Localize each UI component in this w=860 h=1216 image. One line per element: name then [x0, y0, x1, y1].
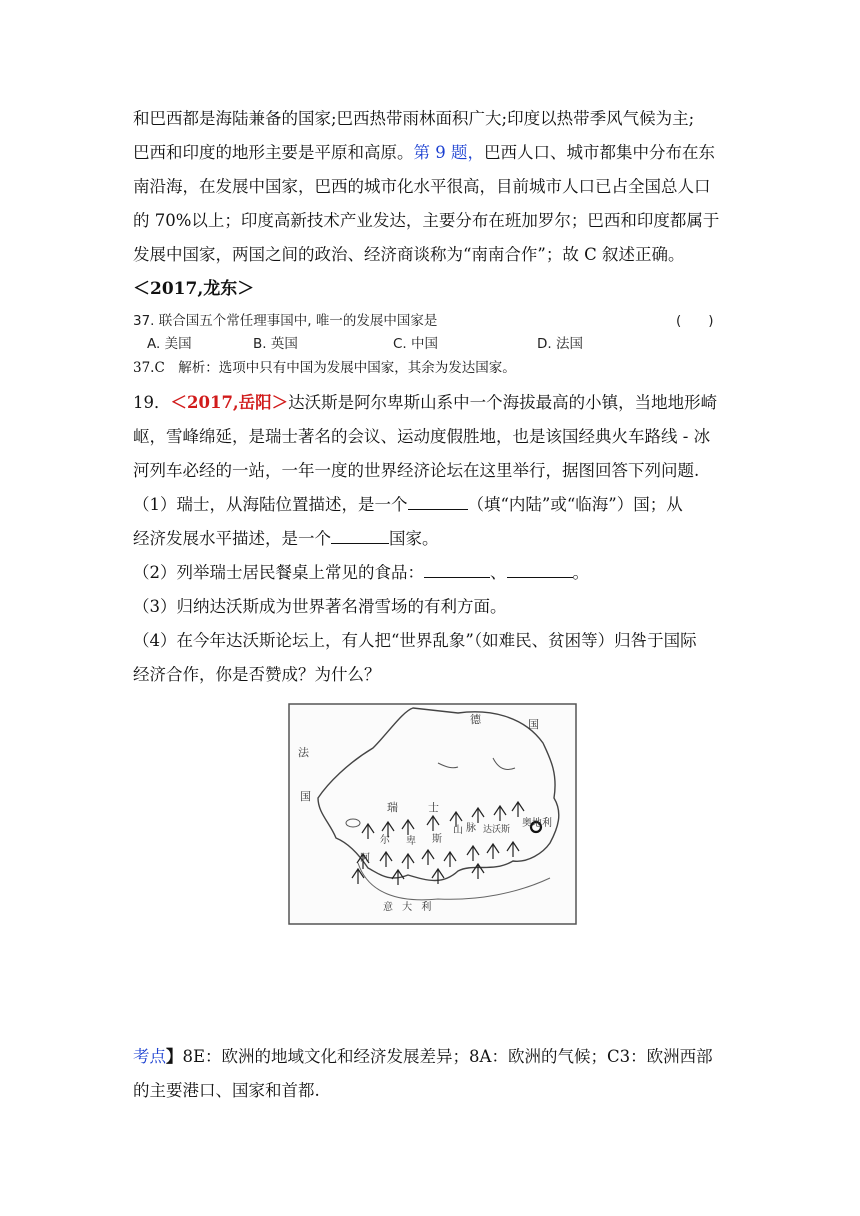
- label-alps: 脉: [466, 823, 476, 834]
- text-run: （1）瑞士，从海陆位置描述，是一个: [133, 495, 408, 514]
- text-run: 经济发展水平描述，是一个: [133, 529, 331, 548]
- label-davos: 达沃斯: [483, 825, 511, 835]
- text-run: 。: [572, 563, 589, 582]
- text-line: 南沿海，在发展中国家，巴西的城市化水平很高，目前城市人口已占全国总人口: [133, 177, 711, 196]
- text-run: （2）列举瑞士居民餐桌上常见的食品：: [133, 563, 424, 582]
- label-germany: 德: [470, 713, 481, 726]
- text-line: 经济合作，你是否赞成？为什么？: [133, 665, 381, 684]
- label-france: 国: [300, 790, 311, 803]
- text-run: 巴西和印度的地形主要是平原和高原。: [133, 143, 414, 162]
- text-line: 岖，雪峰绵延，是瑞士著名的会议、运动度假胜地，也是该国经典火车路线 - 冰: [133, 427, 711, 446]
- label-austria: 奥地利: [522, 818, 552, 829]
- label-alps: 山: [453, 825, 463, 836]
- label-switzerland: 士: [428, 801, 439, 814]
- label-alps: 斯: [432, 834, 442, 845]
- answer-blank[interactable]: [507, 563, 573, 578]
- text-line: 的 70%以上；印度高新技术产业发达，主要分布在班加罗尔；巴西和印度都属于: [133, 211, 720, 230]
- answer-blank[interactable]: [331, 529, 389, 544]
- label-germany: 国: [528, 718, 539, 731]
- text-run: （填“内陆”或“临海”）国；从: [467, 495, 683, 514]
- question-source: ＜2017,岳阳＞: [170, 393, 289, 412]
- text-line: [133, 563, 589, 583]
- label-switzerland: 瑞: [387, 801, 398, 814]
- text-run: 巴西人口、城市都集中分布在东: [484, 143, 715, 162]
- text-line: [133, 393, 717, 413]
- answer-blank[interactable]: [408, 495, 468, 510]
- text-line: 的主要港口、国家和首都.: [133, 1081, 320, 1100]
- answer-blank[interactable]: [424, 563, 490, 578]
- label-alps: 尔: [380, 835, 390, 846]
- text-line: 发展中国家，两国之间的政治、经济商谈称为“南南合作”；故 C 叙述正确。: [133, 245, 685, 264]
- text-line: [133, 529, 439, 549]
- switzerland-map: [288, 703, 577, 925]
- label-alps: 阿: [360, 853, 370, 864]
- q37-question: 37. 联合国五个常任理事国中, 唯一的发展中国家是: [133, 313, 438, 329]
- q37-answer-paren: ( ): [676, 313, 714, 329]
- text-run: 国家。: [389, 529, 439, 548]
- text-line: （4）在今年达沃斯论坛上，有人把“世界乱象”（如难民、贫困等）归咎于国际: [133, 631, 697, 650]
- text-run: 、: [490, 563, 507, 582]
- kaodian-label: 考点: [133, 1047, 166, 1066]
- q37-option-a: A. 美国: [147, 336, 192, 352]
- text-line: [133, 495, 683, 515]
- q37-explanation: 37.C 解析：选项中只有中国为发展中国家，其余为发达国家。: [133, 360, 516, 376]
- question-ref: 第 9 题，: [413, 143, 484, 162]
- label-italy: 意 大 利: [383, 902, 435, 913]
- q37-option-c: C. 中国: [393, 336, 439, 352]
- q37-option-d: D. 法国: [537, 336, 583, 352]
- text-line: [133, 143, 715, 163]
- text-line: 和巴西都是海陆兼备的国家;巴西热带雨林面积广大;印度以热带季风气候为主;: [133, 109, 695, 128]
- q37-option-b: B. 英国: [253, 336, 298, 352]
- source-heading: ＜2017,龙东＞: [133, 279, 255, 299]
- text-run: 】: [166, 1047, 183, 1066]
- text-line: 河列车必经的一站，一年一度的世界经济论坛在这里举行，据图回答下列问题.: [133, 461, 700, 480]
- text-line: [133, 1047, 713, 1067]
- map-frame: [289, 704, 576, 924]
- text-run: 达沃斯是阿尔卑斯山系中一个海拔最高的小镇，当地地形崎: [288, 393, 718, 412]
- text-run: 8E：欧洲的地域文化和经济发展差异；8A：欧洲的气候；C3：欧洲西部: [182, 1047, 713, 1066]
- label-france: 法: [298, 746, 309, 759]
- text-line: （3）归纳达沃斯成为世界著名滑雪场的有利方面。: [133, 597, 507, 616]
- label-alps: 卑: [406, 836, 416, 847]
- question-number: 19．: [133, 393, 171, 412]
